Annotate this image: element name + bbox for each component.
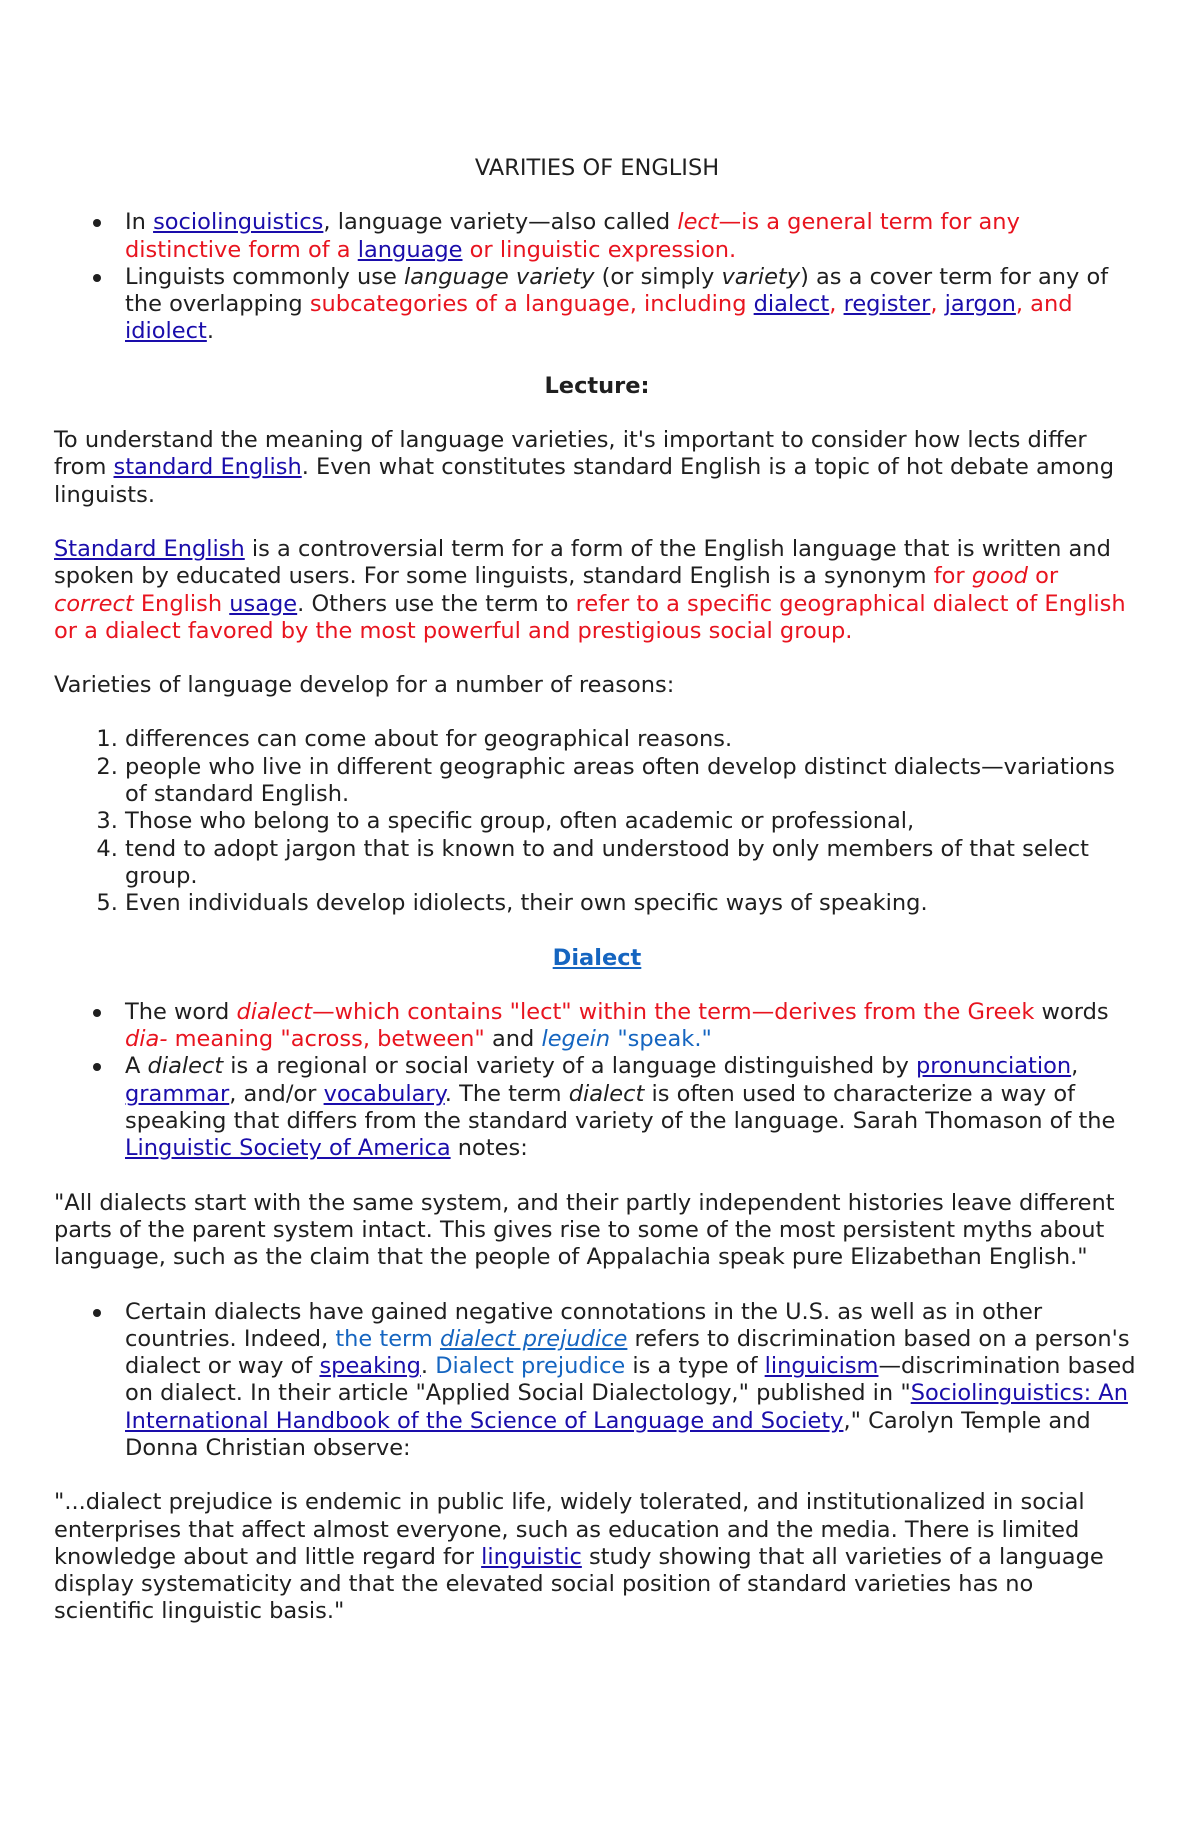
linguistic-link[interactable]: linguistic <box>481 1543 582 1570</box>
text: variety <box>721 263 801 290</box>
text: Certain dialects have gained negative connotations in the U.S. as well as in other countries. Indeed, <box>125 1298 1043 1352</box>
text: , and <box>1015 291 1073 318</box>
reason-item: 1. differences can come about for geographical reasons. <box>125 726 1140 753</box>
text: "speak." <box>610 1026 712 1053</box>
idiolect-link[interactable]: idiolect <box>125 318 207 345</box>
text: dia- <box>125 1026 168 1053</box>
text: . <box>420 1353 436 1380</box>
vocabulary-link[interactable]: vocabulary <box>323 1080 445 1107</box>
text: "lect" within the term—derives from the Greek <box>509 998 1035 1025</box>
reason-item: 4. tend to adopt jargon that is known to and understood by only members of that select group. <box>125 836 1140 891</box>
pronunciation-link[interactable]: pronunciation <box>916 1053 1072 1080</box>
dialect-prejudice-link[interactable]: dialect prejudice <box>439 1325 628 1352</box>
text: and <box>484 1026 542 1053</box>
dialect-heading-link[interactable]: Dialect <box>552 944 642 971</box>
intro-bullet-list <box>54 209 1140 345</box>
intro-bullet-1 <box>125 209 1140 264</box>
text: dialect <box>236 998 313 1025</box>
text: Linguists commonly use <box>125 263 404 290</box>
text: the term <box>335 1325 440 1352</box>
text: . The term <box>444 1080 569 1107</box>
quote-thomason: "All dialects start with the same system, and their partly independent histories leave different parts of the parent system intact. This gives rise to some of the most persistent myths about language, such as the claim that the people of Appalachia speak pure Elizabethan English." <box>54 1189 1115 1271</box>
text: A <box>125 1053 148 1080</box>
grammar-link[interactable]: grammar <box>125 1080 230 1107</box>
speaking-link[interactable]: speaking <box>319 1353 421 1380</box>
text: or <box>1027 563 1059 590</box>
text: is often used to characterize a way of speaking that differs from the standard variety of the language. Sarah Thomason of the <box>125 1080 1116 1135</box>
text: dialect <box>147 1053 224 1080</box>
text: Dialect prejudice <box>435 1353 626 1380</box>
text: —is a general term for any distinctive form of a <box>125 209 1020 263</box>
text: good <box>971 563 1028 590</box>
text: subcategories of a language, including <box>309 291 754 318</box>
text: correct <box>54 590 134 617</box>
text: , and/or <box>229 1080 324 1107</box>
text: refers to discrimination based on a person's dialect or way of <box>125 1325 1130 1380</box>
dialect-bullet-list <box>54 999 1140 1163</box>
language-link[interactable]: language <box>357 236 463 263</box>
linguistic-society-link[interactable]: Linguistic Society of America <box>125 1135 451 1162</box>
text: The word <box>125 998 237 1025</box>
standard-english-link[interactable]: standard English <box>113 454 302 481</box>
jargon-link[interactable]: jargon <box>944 291 1016 318</box>
text: , language variety—also called <box>323 209 678 236</box>
text: , <box>930 291 945 318</box>
text: , <box>1071 1053 1079 1080</box>
linguicism-link[interactable]: linguicism <box>764 1353 879 1380</box>
reason-item: 5. Even individuals develop idiolects, their own specific ways of speaking. <box>125 890 1140 917</box>
quote-temple-christian <box>54 1489 1140 1625</box>
text: In <box>125 209 154 236</box>
prejudice-bullet <box>125 1299 1140 1463</box>
lecture-heading: Lecture: <box>544 372 650 399</box>
dialect-bullet-1 <box>125 999 1140 1054</box>
text: for <box>933 563 972 590</box>
sociolinguistics-link[interactable]: sociolinguistics <box>153 209 324 236</box>
lect-term: lect <box>677 209 719 236</box>
text: (or simply <box>594 263 722 290</box>
text: "...dialect prejudice is endemic in public life, widely tolerated, and institutionalized in social enterprises that affect almost everyone, such as education and the media. There is limited knowledge about and little regard for <box>54 1489 1085 1570</box>
paragraph-standard-english-definition <box>54 536 1140 645</box>
document-title: VARITIES OF ENGLISH <box>474 155 720 181</box>
text: is a regional or social variety of a language distinguished by <box>223 1053 917 1080</box>
dialect-link[interactable]: dialect <box>753 291 830 318</box>
text: notes: <box>450 1135 528 1162</box>
paragraph-standard-english-intro <box>54 427 1140 509</box>
reason-item: 3. Those who belong to a specific group, often academic or professional, <box>125 808 1140 835</box>
text: To understand the meaning of language varieties, it's important to consider how lects differ from <box>54 427 1087 481</box>
text: is a type of <box>625 1353 765 1380</box>
text: dialect <box>568 1080 645 1107</box>
text: . Even what constitutes standard English is a topic of hot debate among linguists. <box>54 454 1114 508</box>
intro-bullet-2 <box>125 264 1140 346</box>
text: is a controversial term for a form of the English language that is written and spoken by educated users. For some linguists, standard English is a synonym <box>54 535 1111 590</box>
paragraph-reasons-intro: Varieties of language develop for a number of reasons: <box>54 672 675 699</box>
text: —discrimination based on dialect. In their article "Applied Social Dialectology," published in " <box>125 1353 1136 1407</box>
text: words <box>1034 998 1109 1025</box>
reason-item: 2. people who live in different geographic areas often develop distinct dialects—variations of standard English. <box>125 754 1140 809</box>
text: . <box>206 318 214 345</box>
text: meaning "across, between" <box>167 1026 485 1053</box>
register-link[interactable]: register <box>843 291 931 318</box>
text: . Others use the term to <box>297 590 576 617</box>
text: or linguistic expression. <box>462 236 737 263</box>
dialect-bullet-2 <box>125 1053 1140 1162</box>
prejudice-bullet-list <box>54 1299 1140 1463</box>
standard-english-link-2[interactable]: Standard English <box>54 535 245 562</box>
text: ) as a cover term for any of the overlapping <box>125 263 1109 318</box>
dialect-heading <box>54 945 1140 972</box>
handbook-link[interactable]: Sociolinguistics: An International Handbook of the Science of Language and Society <box>125 1380 1128 1434</box>
text: study showing that all varieties of a language display systematicity and that the elevated social position of standard varieties has no scientific linguistic basis." <box>54 1543 1104 1625</box>
reasons-list <box>54 726 1140 917</box>
text: , <box>829 291 844 318</box>
text: legein <box>541 1026 611 1053</box>
text: refer to a specific geographical dialect of English or a dialect favored by the most powerful and prestigious social group. <box>54 590 1126 644</box>
text: —which contains <box>312 998 510 1025</box>
usage-link[interactable]: usage <box>229 590 298 617</box>
text: English <box>133 590 230 617</box>
text: language variety <box>403 263 595 290</box>
text: ," Carolyn Temple and Donna Christian observe: <box>125 1407 1091 1461</box>
